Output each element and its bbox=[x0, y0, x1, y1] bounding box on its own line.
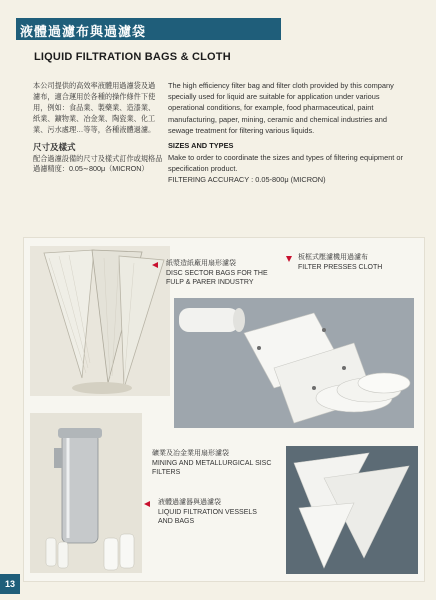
caption-disc-sector-zh: 紙漿造紙廠用扇形濾袋 bbox=[166, 260, 236, 267]
page-title-english: LIQUID FILTRATION BAGS & CLOTH bbox=[34, 51, 231, 63]
caption-disc-sector bbox=[166, 260, 276, 287]
disc-sector-arrow-icon bbox=[152, 262, 158, 268]
caption-liquid-vessels-zh: 液體過濾器與過濾袋 bbox=[158, 499, 221, 506]
sizes-description-english: Make to order to coordinate the sizes and types of filtering equipment or specification product. bbox=[168, 153, 403, 173]
sizes-heading-chinese: 尺寸及樣式 bbox=[33, 142, 76, 152]
sizes-text-chinese bbox=[33, 154, 163, 174]
caption-filter-press-en: FILTER PRESSES CLOTH bbox=[298, 264, 383, 272]
page-number: 13 bbox=[0, 574, 20, 594]
filter-press-arrow-icon bbox=[286, 256, 292, 262]
caption-liquid-vessels bbox=[158, 499, 268, 526]
intro-english: The high efficiency filter bag and filter cloth provided by this company specially used for liquid are suitable for application under various operational conditions, for example, food pharmaceutical, paint manufacturing, paper, mining, ceramic and chemical industries and sewage treatment for filtering various liquids. bbox=[168, 81, 394, 135]
product-photos bbox=[24, 238, 424, 581]
caption-disc-sector-en: DISC SECTOR BAGS FOR THE FULP & PARER INDUSTRY bbox=[166, 270, 268, 286]
filtering-accuracy-chinese: 過濾精度：0.05∼800μ（MICRON） bbox=[33, 164, 149, 173]
intro-chinese: 本公司提供的高效率液體用過濾袋及過濾布，適合運用於各種的操作條件下使用，例如：食品業、製藥業、造漆業、紙業、鑛物業、冶金業、陶瓷業、化工業、污水處理…等等，各種液體過濾。 bbox=[33, 81, 156, 134]
sizes-description-chinese: 配合過濾設備的尺寸及樣式訂作或規格品 bbox=[33, 154, 163, 163]
filtering-accuracy-english: FILTERING ACCURACY : 0.05-800μ (MICRON) bbox=[168, 175, 326, 184]
mining-filters-photo bbox=[286, 446, 418, 574]
caption-liquid-vessels-en: LIQUID FILTRATION VESSELS AND BAGS bbox=[158, 509, 257, 525]
product-photo-panel bbox=[23, 237, 425, 582]
caption-filter-press-zh: 板框式壓濾機用過濾布 bbox=[298, 254, 368, 261]
filter-press-cloth-photo bbox=[174, 298, 414, 428]
caption-mining-zh: 礦業及冶金業用扇形濾袋 bbox=[152, 450, 229, 457]
caption-mining-en: MINING AND METALLURGICAL SISC FILTERS bbox=[152, 460, 272, 476]
page-title-chinese: 液體過濾布與過濾袋 bbox=[20, 24, 147, 39]
liquid-vessels-arrow-icon bbox=[144, 501, 150, 507]
caption-mining bbox=[152, 450, 277, 477]
sizes-heading-english: SIZES AND TYPES bbox=[168, 141, 234, 150]
sizes-text-english bbox=[168, 152, 413, 185]
caption-filter-press bbox=[298, 254, 413, 273]
liquid-vessels-photo bbox=[30, 413, 142, 573]
disc-sector-bags-photo bbox=[30, 246, 170, 396]
